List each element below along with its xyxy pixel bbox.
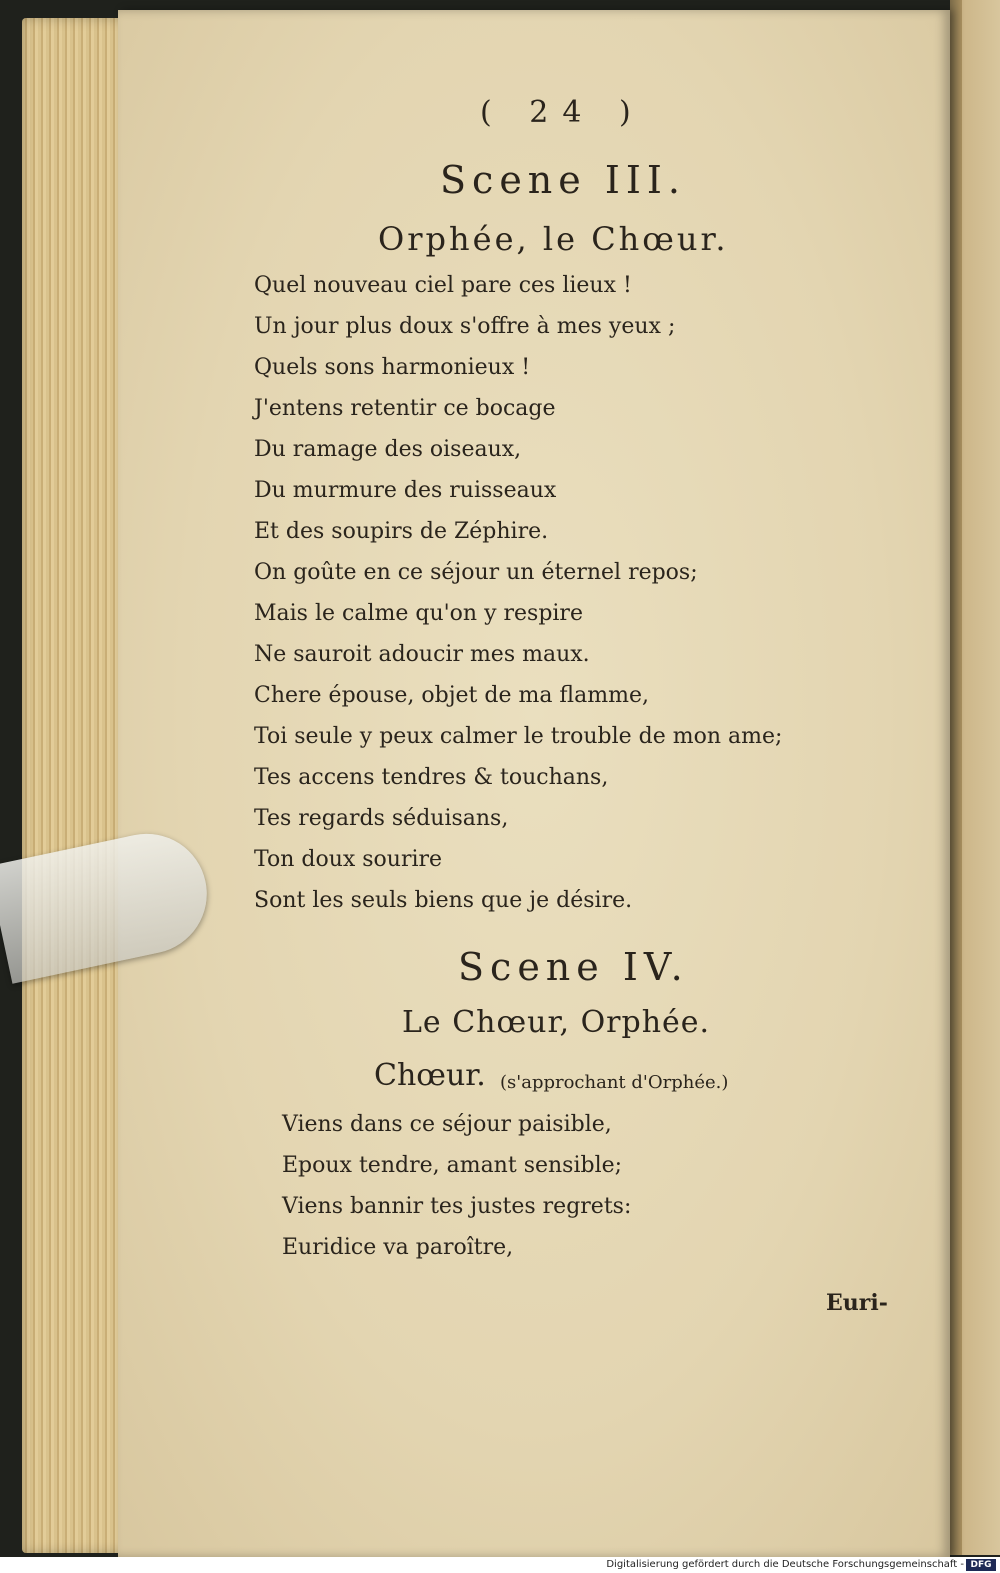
verse-line: Quel nouveau ciel pare ces lieux ! [254, 273, 632, 298]
verse-line: Tes accens tendres & touchans, [254, 765, 609, 790]
digitization-footer [0, 1557, 1000, 1573]
verse-line: Ton doux sourire [254, 847, 443, 872]
verse-line: On goûte en ce séjour un éternel repos; [254, 560, 698, 585]
verse-line: Ne sauroit adoucir mes maux. [254, 642, 590, 667]
verse-line: Quels sons harmonieux ! [254, 355, 531, 380]
verse-line: Mais le calme qu'on y respire [254, 601, 583, 626]
book-fore-edge [22, 18, 132, 1553]
verse-line: Un jour plus doux s'offre à mes yeux ; [254, 314, 676, 339]
facing-page-edge [950, 0, 1000, 1555]
page-number: ( 24 ) [480, 95, 645, 130]
scene-4-title: Scene IV. [458, 945, 689, 989]
verse-line: Viens dans ce séjour paisible, [282, 1112, 612, 1137]
verse-line: Sont les seuls biens que je désire. [254, 888, 633, 913]
verse-line: Epoux tendre, amant sensible; [282, 1153, 623, 1178]
scene-4-characters: Le Chœur, Orphée. [402, 1005, 711, 1040]
verse-line: Toi seule y peux calmer le trouble de mon ame; [254, 724, 783, 749]
verse-line: Du ramage des oiseaux, [254, 437, 522, 462]
verse-line: Euridice va paroître, [282, 1235, 514, 1260]
speaker-name: Chœur. [374, 1058, 486, 1093]
scene-3-characters: Orphée, le Chœur. [378, 220, 729, 258]
verse-line: J'entens retentir ce bocage [254, 396, 556, 421]
verse-line: Et des soupirs de Zéphire. [254, 519, 549, 544]
verse-line: Chere épouse, objet de ma flamme, [254, 683, 649, 708]
verse-line: Du murmure des ruisseaux [254, 478, 557, 503]
dfg-logo: DFG [966, 1559, 996, 1571]
verse-line: Viens bannir tes justes regrets: [282, 1194, 632, 1219]
funding-notice: Digitalisierung gefördert durch die Deutsche Forschungsgemeinschaft - [606, 1559, 964, 1570]
book-cover-edge [950, 0, 962, 1555]
verse-line: Tes regards séduisans, [254, 806, 509, 831]
scene-3-title: Scene III. [440, 158, 686, 202]
catchword: Euri- [826, 1290, 888, 1316]
stage-direction: (s'approchant d'Orphée.) [500, 1072, 729, 1093]
